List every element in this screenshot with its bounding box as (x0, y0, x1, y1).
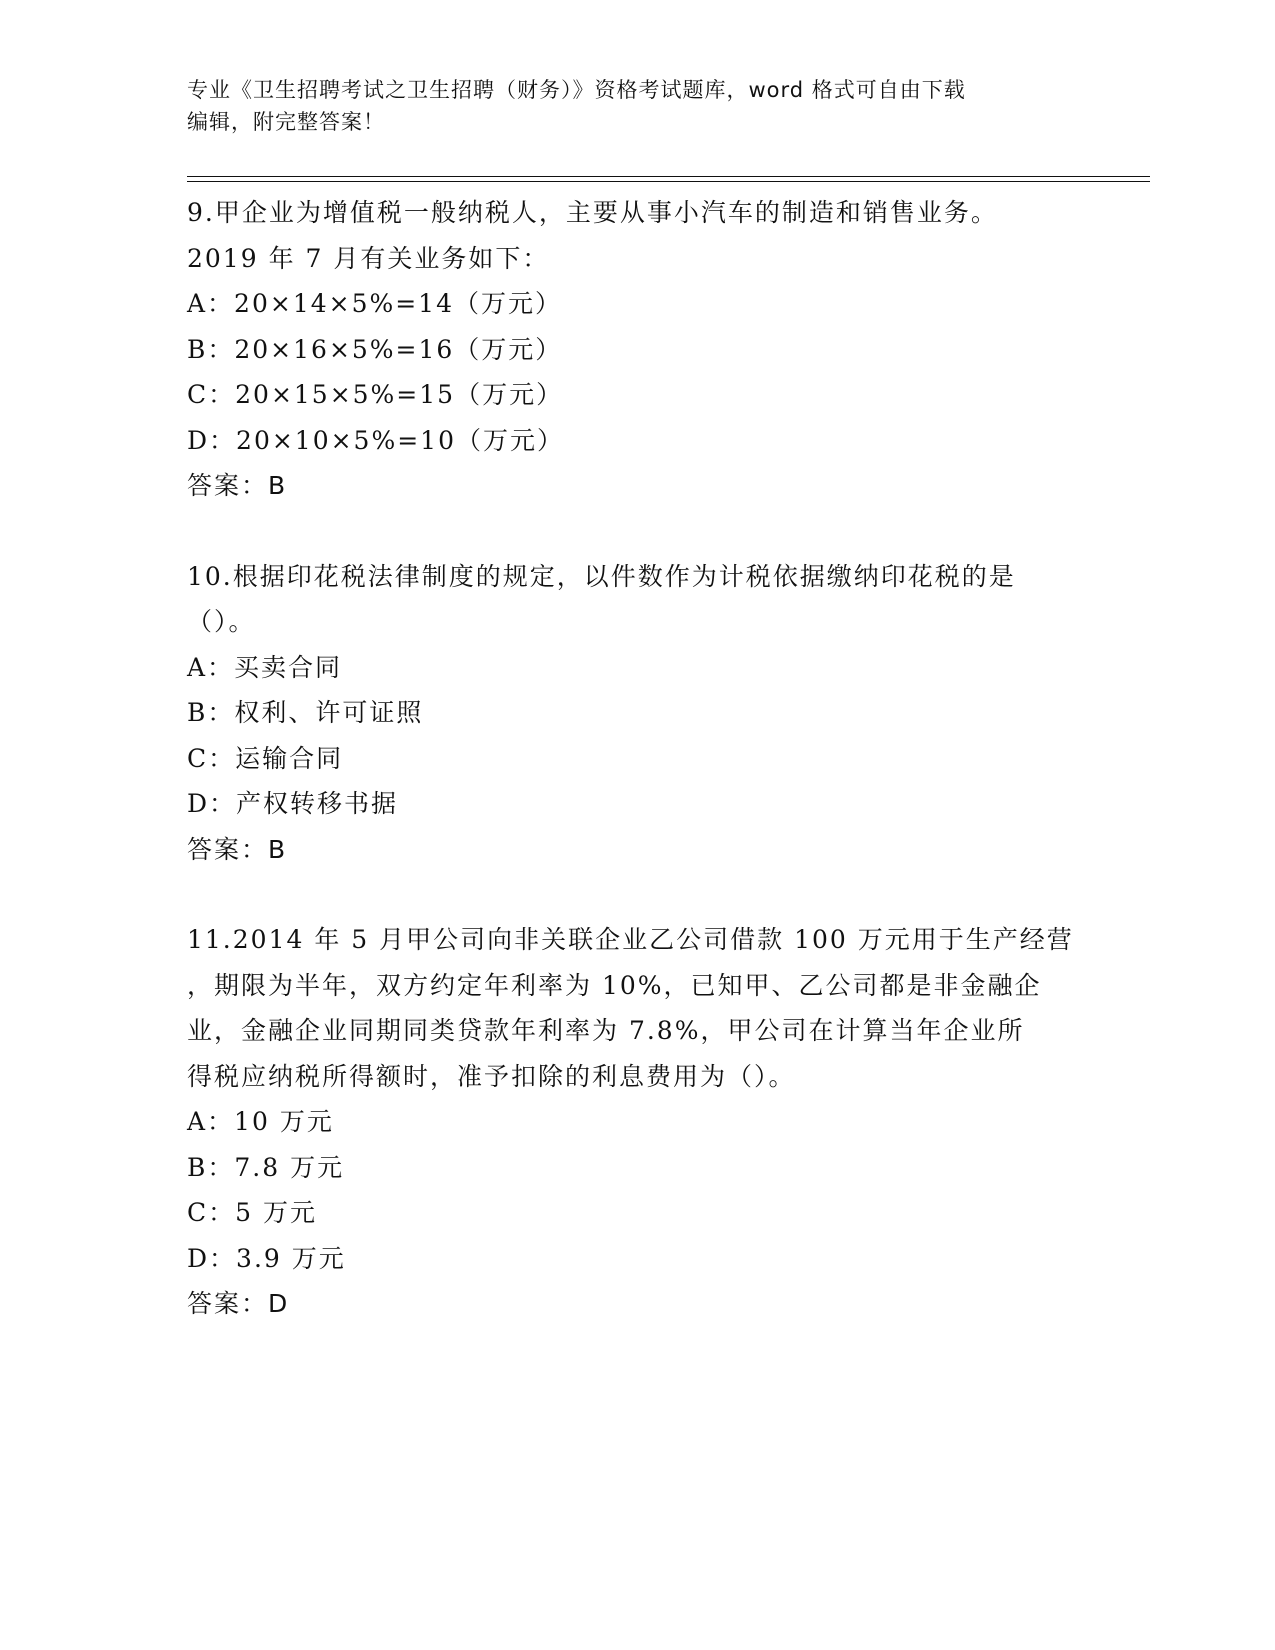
question-stem-line: 2019 年 7 月有关业务如下： (187, 243, 550, 273)
question-stem-line: 11.2014 年 5 月甲公司向非关联企业乙公司借款 100 万元用于生产经营 (187, 925, 1074, 954)
question-list (187, 190, 1087, 1327)
question-stem-line: 得税应纳税所得额时，准予扣除的利息费用为（）。 (187, 1061, 796, 1091)
header-line-1: 专业《卫生招聘考试之卫生招聘（财务）》资格考试题库，word 格式可自由下载 (187, 78, 966, 102)
option-b: B：20×16×5%=16（万元） (187, 334, 563, 364)
option-a: A：20×14×5%=14（万元） (187, 289, 562, 318)
option-a: A：买卖合同 (187, 652, 343, 682)
option-c: C：20×15×5%=15（万元） (187, 380, 564, 409)
question-stem (187, 554, 1087, 645)
answer-line: 答案：D (187, 1289, 290, 1318)
option-d: D：3.9 万元 (187, 1243, 346, 1273)
question-stem (187, 190, 1087, 281)
option-d: D：产权转移书据 (187, 789, 399, 818)
question-stem-line: 10.根据印花税法律制度的规定，以件数作为计税依据缴纳印花税的是 (187, 561, 1016, 591)
header-line-2: 编辑，附完整答案！ (187, 110, 385, 134)
option-b: B：7.8 万元 (187, 1152, 345, 1182)
question-stem-line: 业，金融企业同期同类贷款年利率为 7.8%，甲公司在计算当年企业所 (187, 1016, 1025, 1045)
question-stem-line: （）。 (187, 607, 256, 636)
option-a: A：10 万元 (187, 1107, 334, 1136)
spacer (187, 509, 1087, 554)
question-stem-line: ，期限为半年，双方约定年利率为 10%，已知甲、乙公司都是非金融企 (187, 970, 1042, 1000)
question-11 (187, 917, 1087, 1327)
spacer (187, 872, 1087, 917)
question-stem-line: 9.甲企业为增值税一般纳税人，主要从事小汽车的制造和销售业务。 (187, 198, 998, 227)
header-rule-bottom (187, 181, 1150, 182)
answer-line: 答案：B (187, 471, 288, 500)
option-d: D：20×10×5%=10（万元） (187, 425, 564, 455)
question-stem (187, 917, 1087, 1099)
header-rule-top (187, 176, 1150, 177)
option-c: C：5 万元 (187, 1198, 317, 1227)
document-header (187, 74, 1087, 138)
option-c: C：运输合同 (187, 743, 344, 773)
option-b: B：权利、许可证照 (187, 698, 424, 727)
question-9 (187, 190, 1087, 509)
question-10 (187, 554, 1087, 873)
answer-line: 答案：B (187, 834, 288, 864)
